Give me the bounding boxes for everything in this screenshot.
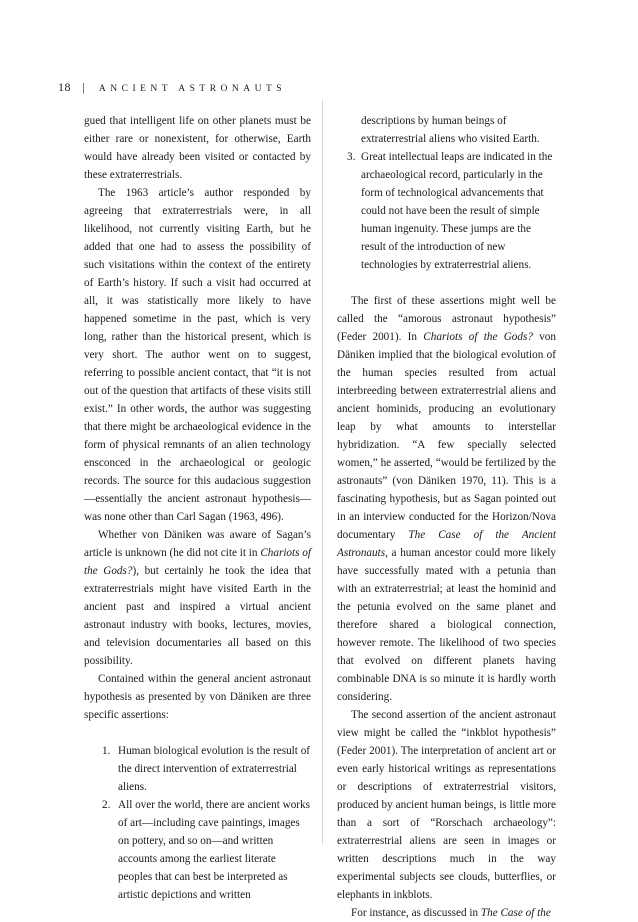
paragraph: Whether von Däniken was aware of Sagan’s article is unknown (he did not cite it in Chariots of the Gods?), but certainly he took the idea that extraterrestrials might have visited Earth in the ancient past and inspired a virtual ancient astronaut industry with books, lectures, movies, and television documentaries all based on this possibility.: [84, 529, 311, 667]
list-number: 1.: [102, 745, 111, 757]
paragraph: The first of these assertions might well be called the “amorous astronaut hypothesis” (Feder 2001). In Chariots of the Gods? von Däniken implied that the biological evolution of the human species resulted from actual interbreeding between extraterrestrial aliens and ancient hominids, producing an evolutionary leap by what amounts to interstellar hybridization. “A few specially selected women,” he asserted, “would be fertilized by the astronauts” (von Däniken 1970, 11). This is a fascinating hypothesis, but as Sagan pointed out in an interview conducted for the Horizon/Nova documentary The Case of the Ancient Astronauts, a human ancestor could more likely have successfully mated with a petunia than with an extraterrestrial; at least the hominid and the petunia evolved on the same planet and therefore shared a biological connection, however remote. The likelihood of two species that evolved on different planets having combinable DNA is so minute it is hardly worth considering.: [337, 295, 556, 703]
documentary-title: The Case of the Ancient Astronauts: [337, 529, 556, 559]
list-number: 2.: [102, 799, 111, 811]
paragraph: The 1963 article’s author responded by agreeing that extraterrestrials were, in all likelihood, not currently visiting Earth, but he added that one had to assess the possibility of such visitations within the context of the entirety of Earth’s history. If such a visit had occurred at all, it was statistically more likely to have happened sometime in the past, which is very long, rather than the historical present, which is very short. The author went on to suggest, referring to possible ancient contact, that “it is not out of the question that artifacts of these visits still exist.” In other words, the author was suggesting that there might be archaeological evidence in the form of physical remnants of an alien technology ensconced in the archaeological or geologic records. The source for this audacious suggestion—essentially the ancient astronaut hypothesis—was none other than Carl Sagan (1963, 496).: [84, 187, 311, 523]
list-text: All over the world, there are ancient works of art—including cave paintings, images on pottery, and so on—and written accounts among the earliest literate peoples that can best be interpreted as artistic depictions and written: [118, 799, 310, 901]
right-column: [337, 112, 556, 922]
list-item: [337, 148, 556, 274]
list-item: [102, 796, 311, 904]
spacer: [337, 274, 556, 292]
page-number: 18: [58, 80, 71, 94]
paragraph: Contained within the general ancient astronaut hypothesis as presented by von Däniken are three specific assertions:: [84, 673, 311, 721]
list-text: Human biological evolution is the result of the direct intervention of extraterrestrial aliens.: [118, 745, 311, 793]
paragraph: For instance, as discussed in The Case of the: [351, 907, 551, 919]
list-text: descriptions by human beings of extraterrestrial aliens who visited Earth.: [361, 115, 540, 145]
assertions-list-continued: [337, 112, 556, 274]
list-item: [102, 742, 311, 796]
paragraph: The second assertion of the ancient astronaut view might be called the “inkblot hypothesis” (Feder 2001). The interpretation of ancient art or even early historical writings as representations or descriptions of extraterrestrial visitors, produced by ancient human beings, is little more than a sort of “Rorschach archaeology”: extraterrestrial aliens are seen in images or written descriptions much in the way experimental subjects see clouds, butterflies, or elephants in inkblots.: [337, 709, 556, 901]
running-header: [58, 80, 286, 95]
running-title: ANCIENT ASTRONAUTS: [98, 84, 287, 94]
left-column: [84, 112, 311, 904]
assertions-list: [84, 742, 311, 904]
book-title: Chariots of the Gods?: [84, 547, 311, 577]
column-divider: [322, 100, 323, 844]
paragraph: gued that intelligent life on other planets must be either rare or nonexistent, for otherwise, Earth would have already been visited or contacted by these extraterrestrials.: [84, 115, 311, 181]
header-separator: |: [82, 80, 86, 94]
list-text: Great intellectual leaps are indicated in the archaeological record, particularly in the form of technological advancements that could not have been the result of simple human ingenuity. These jumps are the result of the introduction of new technologies by extraterrestrial aliens.: [361, 151, 553, 271]
documentary-title: The Case of the: [480, 907, 551, 919]
list-number: 3.: [347, 151, 356, 163]
book-title: Chariots of the Gods?: [423, 331, 533, 343]
list-item-continuation: [337, 112, 556, 148]
